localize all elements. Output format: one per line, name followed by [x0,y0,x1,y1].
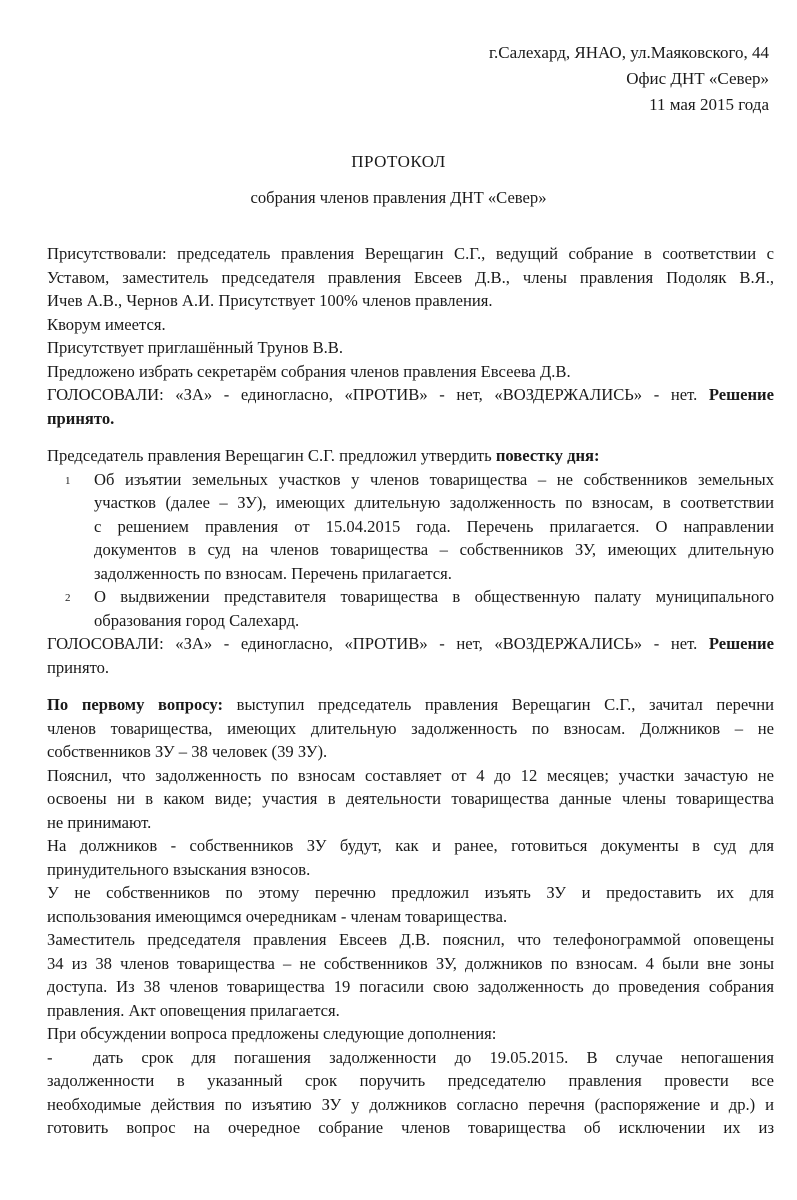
first-question-line: членов товарищества, имеющих длительную задолженность по взносам. Должников – не [47,718,774,738]
agenda-vote-line-2: принято. [47,657,110,677]
agenda-decision-word: Решение [708,634,774,653]
first-question-line: освоены ни в каком виде; участия в деятельности товарищества данные члены товарищества [47,789,774,808]
agenda-item-line: документов в суд на членов товарищества – собственников ЗУ, имеющих длительную [94,540,774,559]
vote-line-1 [47,383,774,407]
agenda-item-line: О выдвижении представителя товарищества в общественную палату муниципального [94,587,774,606]
first-question-line: доступа. Из 38 членов товарищества 19 погасили свою задолженность до проведения собрания [47,977,774,996]
first-question-line: принудительного взыскания взносов. [47,859,311,879]
first-question-line: На должников - собственников ЗУ будут, как и ранее, готовиться документы в суд для [47,836,774,855]
agenda-item-text [94,468,774,586]
agenda-list [47,468,774,633]
agenda-item-line: с решением правления от 15.04.2015 года. Перечень прилагается. О направлении [94,516,774,536]
first-question-line-1 [47,693,774,717]
addition-text: дать срок для погашения задолженности до 19.05.2015. В случае непогашения [93,1047,774,1067]
first-question-line: У не собственников по этому перечню предложил изъять ЗУ и предоставить их для [47,883,774,902]
first-question-line: 34 из 38 членов товарищества – не собственников ЗУ, должников по взносам. 4 были вне зоны [47,953,774,973]
document-title: ПРОТОКОЛ [351,152,446,171]
first-question-line: использования имеющимся очередникам - членам товарищества. [47,906,508,926]
agenda-item [47,468,774,586]
agenda-item-line: участков (далее – ЗУ), имеющих длительную задолженность по взносам, в соответствии [94,493,774,512]
header-date: 11 мая 2015 года [649,95,769,114]
addition-dash: - [47,1047,53,1067]
first-question-line: Заместитель председателя правления Евсеев Д.В. пояснил, что телефонограммой оповещены [47,930,774,949]
attendance-line-1: Присутствовали: председатель правления Верещагин С.Г., ведущий собрание в соответствии с [47,244,774,263]
agenda-item-text [94,585,774,632]
addition-line: необходимые действия по изъятию ЗУ у должников согласно перечня (распоряжение и др.) и [47,1094,774,1114]
agenda-item-number: 1 [65,474,71,487]
first-question-line: правления. Акт оповещения прилагается. [47,1000,340,1020]
header-office: Офис ДНТ «Север» [626,69,769,88]
agenda-item-line: задолженность по взносам. Перечень прилагается. [94,563,452,583]
invited-line: Присутствует приглашённый Трунов В.В. [47,338,344,357]
secretary-line: Предложено избрать секретарём собрания членов правления Евсеева Д.В. [47,361,571,381]
first-question-line: собственников ЗУ – 38 человек (39 ЗУ). [47,742,328,761]
vote-line-2 [47,407,774,431]
quorum-line: Кворум имеется. [47,314,166,334]
header-address: г.Салехард, ЯНАО, ул.Маяковского, 44 [489,43,769,62]
agenda-intro [47,444,774,468]
header-block [489,40,769,118]
decision-accepted: принято. [47,408,115,428]
first-question-line: не принимают. [47,812,152,832]
document-body [47,242,774,1140]
agenda-item-line: образования город Салехард. [94,610,300,630]
first-question-text: выступил председатель правления Верещагин С.Г., зачитал перечни [223,695,774,714]
agenda-item-line: Об изъятии земельных участков у членов товарищества – не собственников земельных [94,469,774,489]
addition-line: задолженности в указанный срок поручить председателю правления провести все [47,1071,774,1090]
agenda-item-number: 2 [65,592,71,604]
agenda-vote-line-1 [47,632,774,656]
first-question-line: Пояснил, что задолженность по взносам составляет от 4 до 12 месяцев; участки зачастую не [47,765,774,785]
vote-text: ГОЛОСОВАЛИ: «ЗА» - единогласно, «ПРОТИВ» - нет, «ВОЗДЕРЖАЛИСЬ» - нет. [47,385,698,404]
agenda-intro-bold: повестку дня: [495,446,600,465]
agenda-intro-text: Председатель правления Верещагин С.Г. предложил утвердить [47,446,492,465]
first-question-line: При обсуждении вопроса предложены следующие дополнения: [47,1024,497,1043]
attendance-line-2: Уставом, заместитель председателя правления Евсеев Д.В., члены правления Подоляк В.Я., [47,267,774,287]
attendance-line-3: Ичев А.В., Чернов А.И. Присутствует 100% членов правления. [47,291,493,310]
addition-line-1 [47,1046,774,1070]
addition-line: готовить вопрос на очередное собрание членов товарищества об исключении их из [47,1118,774,1137]
first-question-label: По первому вопросу: [47,695,224,714]
document-subtitle: собрания членов правления ДНТ «Север» [250,188,547,207]
decision-word: Решение [708,385,774,404]
agenda-vote-text: ГОЛОСОВАЛИ: «ЗА» - единогласно, «ПРОТИВ» - нет, «ВОЗДЕРЖАЛИСЬ» - нет. [47,634,698,653]
agenda-item [47,585,774,632]
